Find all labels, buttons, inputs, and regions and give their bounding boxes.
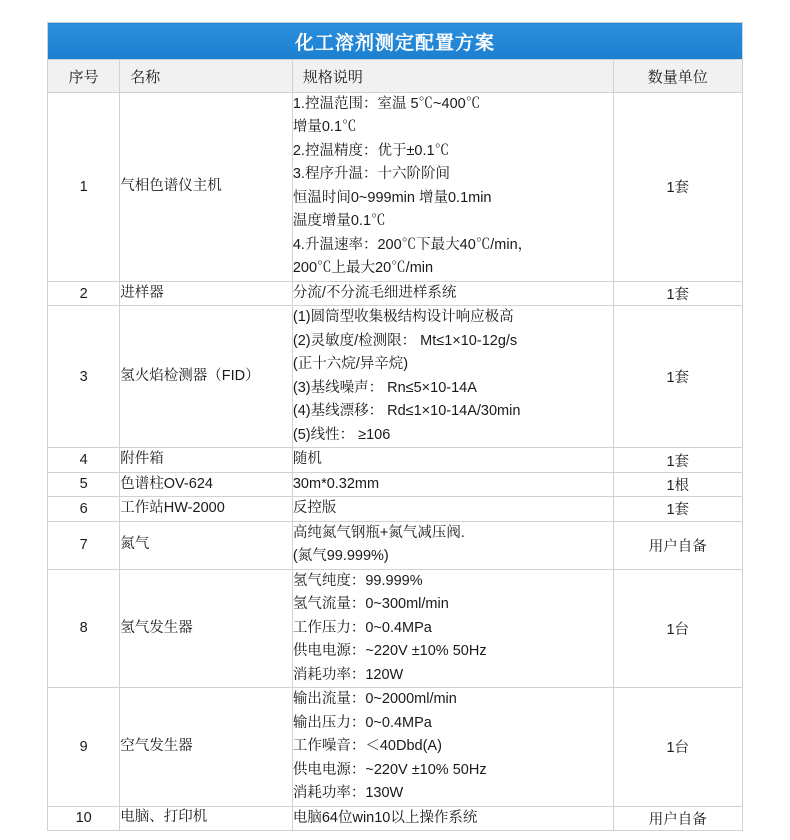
row-spec bbox=[292, 497, 613, 521]
spec-line: (正十六烷/异辛烷) bbox=[292, 356, 409, 373]
row-name: 氢气发生器 bbox=[120, 569, 293, 687]
table-row bbox=[48, 472, 743, 496]
row-name: 电脑、打印机 bbox=[120, 806, 293, 830]
row-number: 5 bbox=[48, 472, 120, 496]
row-name: 附件箱 bbox=[120, 448, 293, 472]
row-unit: 1套 bbox=[613, 93, 742, 282]
spec-line: 恒温时间0~999min 增量0.1min bbox=[292, 189, 492, 206]
table-row bbox=[48, 93, 743, 282]
row-unit: 用户自备 bbox=[613, 806, 742, 830]
spec-line: 工作噪音：＜40Dbd(A) bbox=[292, 738, 442, 755]
row-name: 空气发生器 bbox=[120, 688, 293, 806]
spec-line: (5)线性： ≥106 bbox=[292, 426, 391, 443]
spec-line: 供电电源：~220V ±10% 50Hz bbox=[292, 761, 487, 778]
spec-line: (4)基线漂移： Rd≤1×10-14A/30min bbox=[292, 403, 521, 420]
row-unit: 1台 bbox=[613, 688, 742, 806]
spec-line: (1)圆筒型收集极结构设计响应极高 bbox=[292, 309, 514, 326]
column-header-no: 序号 bbox=[48, 60, 120, 93]
spec-line: (2)灵敏度/检测限： Mt≤1×10-12g/s bbox=[292, 332, 518, 349]
row-spec bbox=[292, 472, 613, 496]
row-name: 气相色谱仪主机 bbox=[120, 93, 293, 282]
spec-line: 3.程序升温：十六阶阶间 bbox=[292, 166, 450, 183]
spec-line: 输出流量：0~2000ml/min bbox=[292, 691, 457, 708]
row-spec bbox=[292, 448, 613, 472]
row-number: 9 bbox=[48, 688, 120, 806]
spec-line: 200℃上最大20℃/min bbox=[292, 260, 434, 277]
spec-line: 4.升温速率：200℃下最大40℃/min， bbox=[292, 236, 533, 253]
row-name: 氮气 bbox=[120, 521, 293, 569]
row-spec bbox=[292, 806, 613, 830]
row-number: 4 bbox=[48, 448, 120, 472]
column-header-spec: 规格说明 bbox=[292, 60, 613, 93]
table-row bbox=[48, 688, 743, 806]
row-spec bbox=[292, 306, 613, 448]
row-unit: 1台 bbox=[613, 569, 742, 687]
row-number: 6 bbox=[48, 497, 120, 521]
row-spec bbox=[292, 569, 613, 687]
row-number: 8 bbox=[48, 569, 120, 687]
row-unit: 1套 bbox=[613, 497, 742, 521]
row-number: 1 bbox=[48, 93, 120, 282]
row-name: 氢火焰检测器（FID） bbox=[120, 306, 293, 448]
row-number: 3 bbox=[48, 306, 120, 448]
spec-line: (3)基线噪声： Rn≤5×10-14A bbox=[292, 379, 477, 396]
spec-line: 分流/不分流毛细进样系统 bbox=[292, 284, 457, 301]
row-name: 色谱柱OV-624 bbox=[120, 472, 293, 496]
row-unit: 1套 bbox=[613, 281, 742, 305]
spec-line: 2.控温精度：优于±0.1℃ bbox=[292, 142, 450, 159]
table-row bbox=[48, 281, 743, 305]
spec-line: 输出压力：0~0.4MPa bbox=[292, 714, 432, 731]
table-row bbox=[48, 521, 743, 569]
spec-line: 氢气流量：0~300ml/min bbox=[292, 596, 449, 613]
row-number: 2 bbox=[48, 281, 120, 305]
row-number: 7 bbox=[48, 521, 120, 569]
row-spec bbox=[292, 281, 613, 305]
row-unit: 用户自备 bbox=[613, 521, 742, 569]
row-name: 进样器 bbox=[120, 281, 293, 305]
spec-line: 随机 bbox=[292, 451, 322, 468]
table-header-row bbox=[48, 60, 743, 93]
spec-line: 30m*0.32mm bbox=[292, 475, 380, 492]
spec-line: 反控版 bbox=[292, 500, 337, 517]
row-spec bbox=[292, 688, 613, 806]
row-spec bbox=[292, 521, 613, 569]
table-row bbox=[48, 448, 743, 472]
column-header-unit: 数量单位 bbox=[613, 60, 742, 93]
row-name: 工作站HW-2000 bbox=[120, 497, 293, 521]
page-title: 化工溶剂测定配置方案 bbox=[48, 23, 743, 60]
row-number: 10 bbox=[48, 806, 120, 830]
row-unit: 1套 bbox=[613, 306, 742, 448]
table-row bbox=[48, 806, 743, 830]
spec-line: 高纯氮气钢瓶+氮气减压阀. bbox=[292, 524, 465, 541]
spec-line: (氮气99.999%) bbox=[292, 548, 389, 565]
table-row bbox=[48, 306, 743, 448]
column-header-name: 名称 bbox=[120, 60, 293, 93]
spec-table bbox=[47, 22, 743, 831]
table-row bbox=[48, 497, 743, 521]
spec-line: 增量0.1℃ bbox=[292, 119, 357, 136]
spec-line: 消耗功率：120W bbox=[292, 666, 404, 683]
spec-line: 1.控温范围：室温 5℃~400℃ bbox=[292, 96, 481, 112]
row-unit: 1套 bbox=[613, 448, 742, 472]
table-row bbox=[48, 569, 743, 687]
spec-line: 氢气纯度：99.999% bbox=[292, 572, 423, 589]
spec-table-body bbox=[48, 23, 743, 831]
spec-line: 供电电源：~220V ±10% 50Hz bbox=[292, 643, 487, 660]
table-title-row bbox=[48, 23, 743, 60]
row-unit: 1根 bbox=[613, 472, 742, 496]
row-spec bbox=[292, 93, 613, 282]
spec-line: 消耗功率：130W bbox=[292, 785, 404, 802]
spec-line: 温度增量0.1℃ bbox=[292, 213, 386, 230]
spec-line: 电脑64位win10以上操作系统 bbox=[292, 809, 478, 826]
spec-line: 工作压力：0~0.4MPa bbox=[292, 619, 432, 636]
